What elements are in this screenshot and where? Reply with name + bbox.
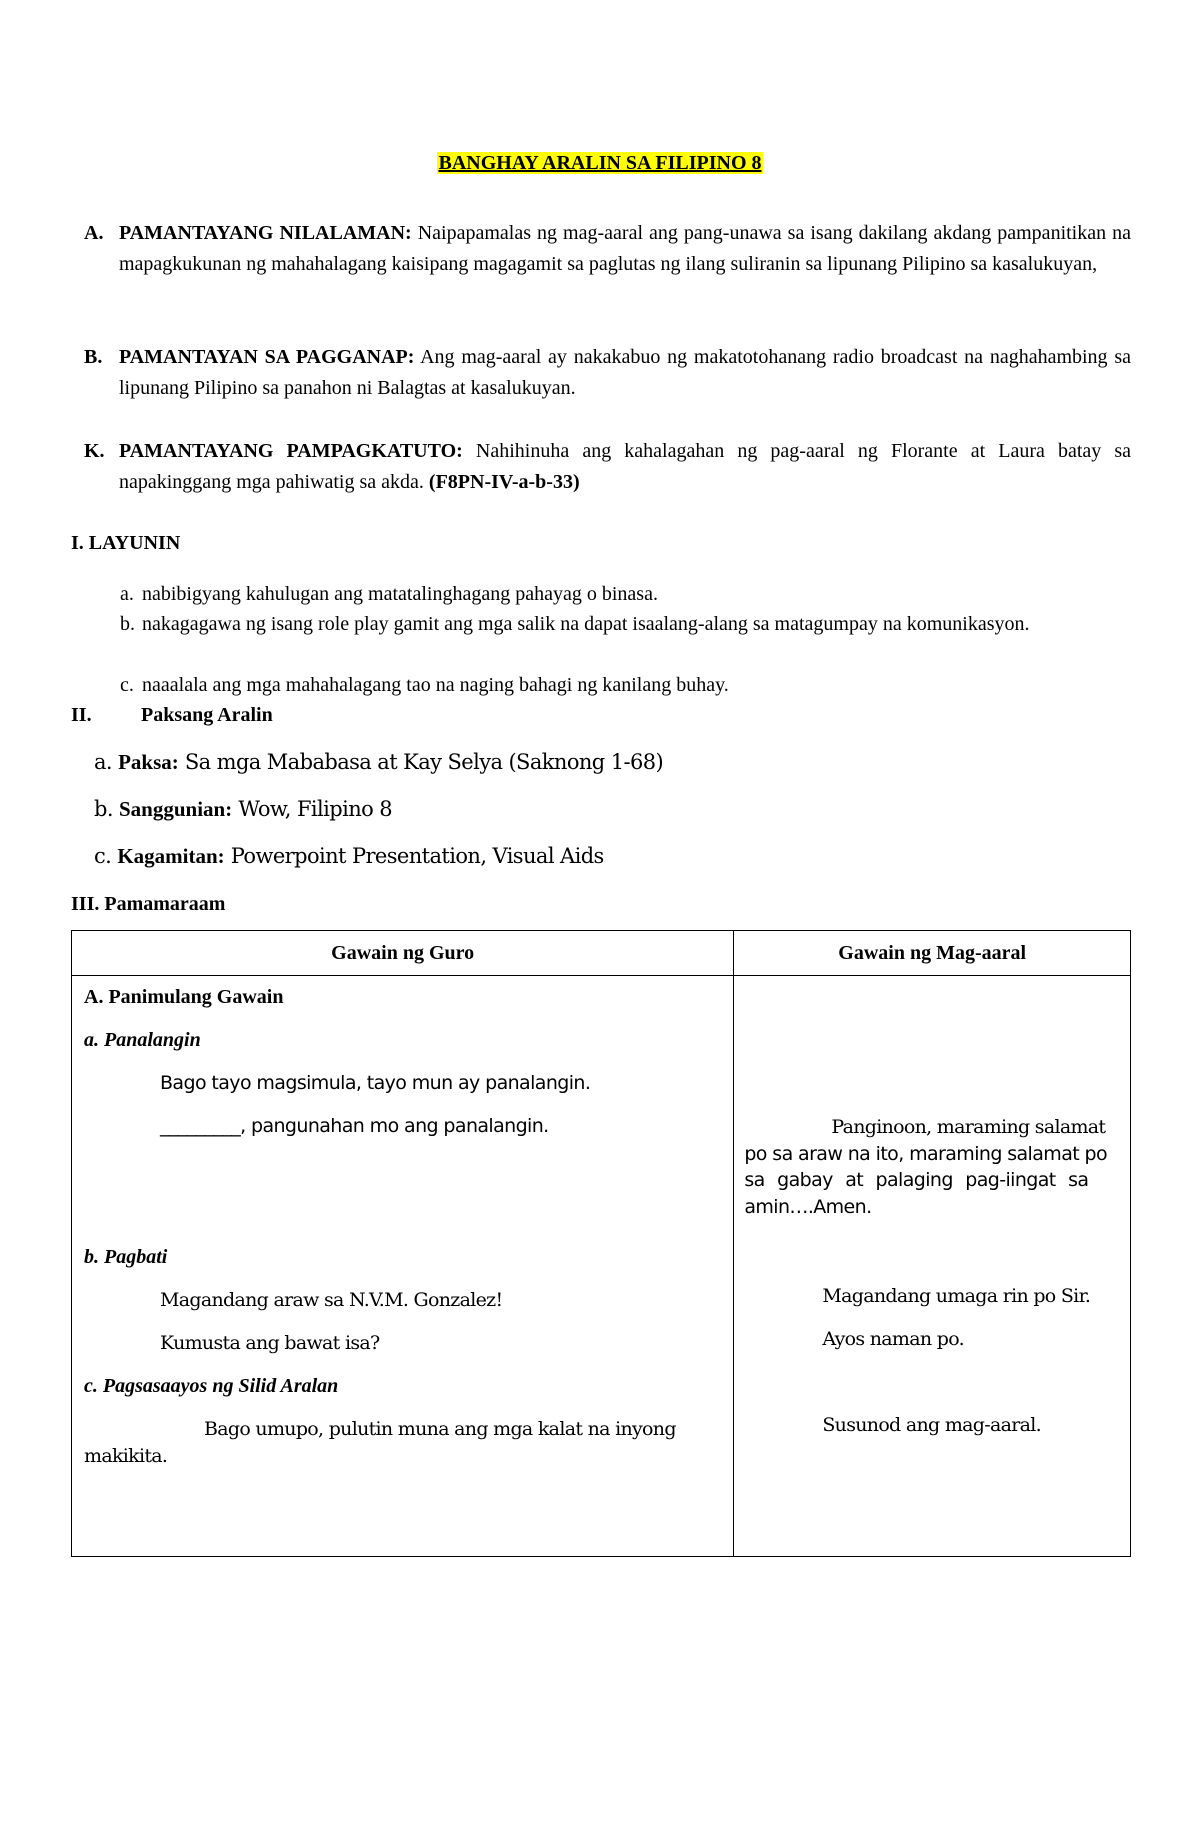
paksang-aralin-numeral: II. xyxy=(71,704,92,726)
kagamitan-value: Powerpoint Presentation, Visual Aids xyxy=(230,844,604,868)
panalangin-teacher-line1: Bago tayo magsimula, tayo mun ay panalangin. xyxy=(160,1072,591,1094)
standard-k-code: (F8PN-IV-a-b-33) xyxy=(428,471,580,493)
paksa-value: Sa mga Mababasa at Kay Selya (Saknong 1-68) xyxy=(184,750,664,774)
kagamitan-label: Kagamitan: xyxy=(117,844,225,868)
layunin-item-b xyxy=(120,609,1102,639)
sanggunian-label: Sanggunian: xyxy=(119,797,233,821)
pagsasaayos-teacher-line2: makikita. xyxy=(84,1445,168,1467)
paksa-label: Paksa: xyxy=(118,750,179,774)
col-student-header: Gawain ng Mag-aaral xyxy=(734,931,1131,976)
section-heading: A. Panimulang Gawain xyxy=(84,986,284,1008)
standard-k-body xyxy=(119,436,1131,498)
table-header-row xyxy=(72,931,1131,976)
sanggunian-value: Wow, Filipino 8 xyxy=(238,797,393,821)
standard-a-label: PAMANTAYANG NILALAMAN: xyxy=(119,222,412,244)
title-container xyxy=(0,152,1200,175)
layunin-heading: I. LAYUNIN xyxy=(71,532,181,554)
standard-a xyxy=(84,218,1131,280)
standard-a-text: Naipapamalas ng mag-aaral ang pang-unawa sa isang dakilang akdang pampanitikan na mapagkukunan ng mahahalagang kaisipang magagamit sa paglutas ng ilang suliranin sa lipunang Pilipino sa kasalukuyan, xyxy=(119,222,1132,275)
col-teacher-header: Gawain ng Guro xyxy=(72,931,734,976)
layunin-item-b-text: nakagagawa ng isang role play gamit ang mga salik na dapat isaalang-alang sa matagumpay na komunikasyon. xyxy=(142,613,1030,635)
panalangin-heading: a. Panalangin xyxy=(84,1029,201,1051)
layunin-item-c-text: naaalala ang mga mahahalagang tao na naging bahagi ng kanilang buhay. xyxy=(142,674,729,696)
standard-a-body xyxy=(119,218,1131,280)
table-row xyxy=(72,976,1131,1557)
panalangin-teacher-line2: _________, pangunahan mo ang panalangin. xyxy=(160,1115,549,1137)
pagsasaayos-student-line1: Susunod ang mag-aaral. xyxy=(822,1414,1041,1436)
standard-k-text: Nahihinuha ang kahalagahan ng pag-aaral ng Florante at Laura batay sa napakinggang mga pahiwatig sa akda. xyxy=(119,440,1132,493)
pagbati-teacher-line1: Magandang araw sa N.V.M. Gonzalez! xyxy=(160,1289,503,1311)
layunin-item-c-letter: c. xyxy=(120,674,134,696)
kagamitan-letter: c. xyxy=(94,844,112,868)
standard-b-label: PAMANTAYAN SA PAGGANAP: xyxy=(119,346,415,368)
student-activities-cell xyxy=(734,976,1131,1557)
pamamaraan-heading: III. Pamamaraam xyxy=(71,893,226,915)
pagsasaayos-heading: c. Pagsasaayos ng Silid Aralan xyxy=(84,1375,339,1397)
layunin-item-c xyxy=(120,670,1102,700)
standard-k-letter: K. xyxy=(84,440,105,462)
standard-k-label: PAMANTAYANG PAMPAGKATUTO: xyxy=(119,440,463,462)
paksang-aralin-heading: Paksang Aralin xyxy=(141,704,273,726)
layunin-item-b-letter: b. xyxy=(120,613,135,635)
paksa-letter: a. xyxy=(94,750,112,774)
layunin-item-a-letter: a. xyxy=(120,583,134,605)
layunin-item-a-text: nabibigyang kahulugan ang matatalinghagang pahayag o binasa. xyxy=(142,583,658,605)
sanggunian-item xyxy=(94,797,392,822)
standard-a-letter: A. xyxy=(84,222,104,244)
standard-k xyxy=(84,436,1131,498)
standard-b-letter: B. xyxy=(84,346,103,368)
panalangin-student-line3: sa gabay at palaging pag-iingat sa xyxy=(744,1169,1089,1191)
pagbati-student-line2: Ayos naman po. xyxy=(822,1328,964,1350)
kagamitan-item xyxy=(94,844,604,869)
pagbati-student-line1: Magandang umaga rin po Sir. xyxy=(822,1285,1091,1307)
standard-b-text: Ang mag-aaral ay nakakabuo ng makatotohanang radio broadcast na naghahambing sa lipunang Pilipino sa panahon ni Balagtas at kasalukuyan. xyxy=(119,346,1131,399)
panalangin-student-line1: Panginoon, maraming salamat xyxy=(831,1116,1106,1138)
document-title: BANGHAY ARALIN SA FILIPINO 8 xyxy=(438,152,762,174)
pagbati-teacher-line2: Kumusta ang bawat isa? xyxy=(160,1332,380,1354)
standard-b xyxy=(84,342,1131,404)
standard-b-body xyxy=(119,342,1131,404)
lesson-table xyxy=(71,930,1131,1557)
sanggunian-letter: b. xyxy=(94,797,113,821)
pagsasaayos-teacher-line1: Bago umupo, pulutin muna ang mga kalat na inyong xyxy=(204,1418,676,1440)
pagbati-heading: b. Pagbati xyxy=(84,1246,168,1268)
teacher-activities-cell xyxy=(72,976,734,1557)
layunin-item-a xyxy=(120,579,1102,609)
panalangin-student-line4: amin….Amen. xyxy=(744,1196,872,1218)
paksa-item xyxy=(94,750,663,775)
panalangin-student-line2: po sa araw na ito, maraming salamat po xyxy=(744,1143,1108,1165)
